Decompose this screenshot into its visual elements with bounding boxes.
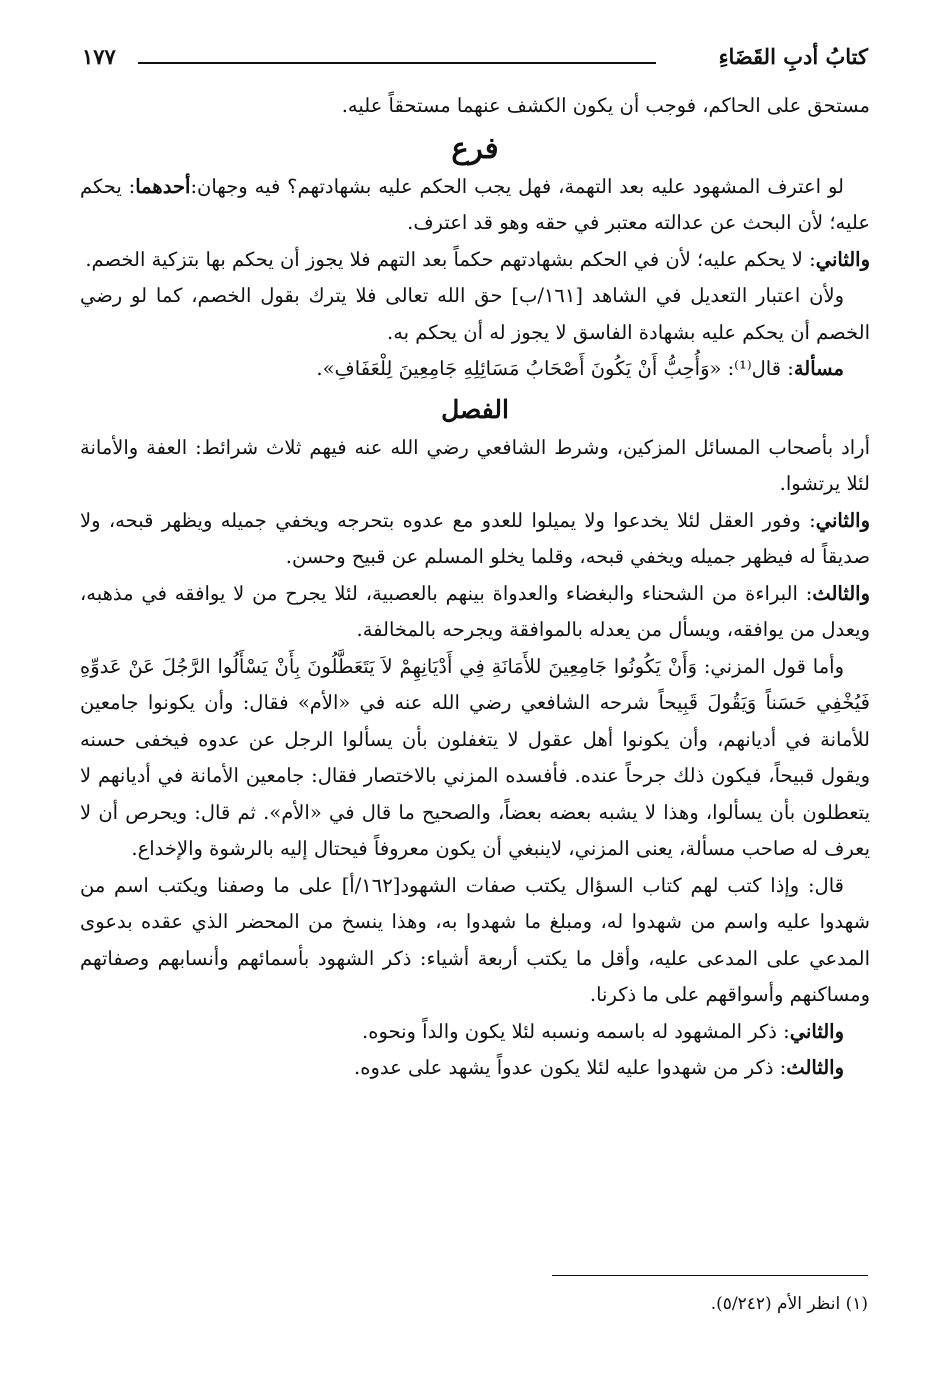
paragraph	[80, 1014, 870, 1051]
section-heading-fasl: الفصل	[441, 394, 509, 424]
paragraph	[80, 576, 870, 649]
page-header	[82, 44, 868, 78]
paragraph-lead: والثالث	[812, 581, 870, 605]
paragraph	[80, 169, 870, 242]
paragraph-lead: والثاني	[815, 508, 870, 532]
paragraph-lead: والثاني	[815, 247, 870, 271]
paragraph: قال: وإذا كتب لهم كتاب السؤال يكتب صفات الشهود[١٦٢/أ] على ما وصفنا ويكتب اسم من شهدوا عليه واسم من شهدوا له، ومبلغ ما شهدوا به، وهذا ينسخ من المحضر الذي عقده بدعوى المدعي على المدعى عليه، وأقل ما يكتب أربعة أشياء: ذكر الشهود بأسمائهم وأنسابهم وصفاتهم ومساكنهم وأسواقهم على ما ذكرنا.	[80, 873, 870, 1006]
paragraph-lead: أحدهما	[135, 174, 191, 198]
section-heading-far: فرع	[451, 130, 499, 165]
running-title: كتابُ أدبِ القَضَاءِ	[718, 44, 868, 69]
paragraph-text: : ذكر من شهدوا عليه لئلا يكون عدواً يشهد على عدوه.	[354, 1056, 787, 1079]
paragraph-text: : البراءة من الشحناء والبغضاء والعدواة بينهم بالعصبية، لئلا يجرح من لا يوافقه في مذهبه، ويعدل من يوافقه، ويسأل من يعدله بالموافقة ويجرحه بالمخالفة.	[80, 581, 870, 641]
paragraph-text: : يحكم عليه؛ لأن البحث عن عدالته معتبر في حقه وهو قد اعترف.	[80, 174, 870, 234]
paragraph-lead: مسألة	[793, 357, 844, 380]
paragraph-lead: والثالث	[786, 1056, 844, 1079]
paragraph-text: : ذكر المشهود له باسمه ونسبه لئلا يكون والداً ونحوه.	[362, 1019, 790, 1043]
page-number: ١٧٧	[82, 44, 116, 69]
paragraph: أراد بأصحاب المسائل المزكين، وشرط الشافعي رضي الله عنه فيهم ثلاث شرائط: العفة والأمانة لئلا يرتشوا.	[80, 435, 870, 495]
footnote: (١) انظر الأم (٥/٢٤٢).	[710, 1294, 868, 1314]
paragraph-text: : وفور العقل لئلا يخدعوا ولا يميلوا للعدو مع عدوه بتحرجه ويخفي جميله ويظهر قبحه، ولا صديقاً له فيظهر جميله ويخفي قبحه، وقلما يخلو المسلم عن قبيح وحسن.	[80, 508, 870, 568]
paragraph-lead: والثاني	[789, 1019, 844, 1043]
paragraph	[80, 242, 870, 279]
paragraph-text: لو اعترف المشهود عليه بعد التهمة، فهل يجب الحكم عليه بشهادتهم؟ فيه وجهان:	[190, 174, 845, 198]
paragraph	[80, 503, 870, 576]
header-rule	[138, 62, 656, 64]
page-body	[80, 88, 870, 1087]
paragraph: وأما قول المزني: وَأَنْ يَكُونُوا جَامِعِينَ للأَمَانَةِ فِي أَدْيَانِهِمْ لاَ يَتَعَطَّلُونَ بِأَنْ يَسْأَلُوا الرَّجُلَ عَنْ عَدوِّهِ فَيُخْفِي حَسَناً وَيَقُولَ قَبِيحاً شرحه الشافعي رضي الله عنه في «الأم» فقال: وأن يكونوا جامعين للأمانة في أديانهم، وأن يكونوا أهل عقول لا يتغفلون بأن يسألوا الرجل عن عدوه فيخفى حسنه ويقول قبيحاً، فيكون ذلك جرحاً عنده. فأفسده المزني بالاختصار فقال: جامعين الأمانة في أديانهم لا يتعطلون بأن يسألوا، وهذا لا يشبه بعضه بعضاً، والصحيح ما قال في «الأم». ثم قال: ويحرص أن لا يعرف له صاحب مسألة، يعنى المزني، لاينبغي أن يكون معروفاً فيحتال إليه بالرشوة والإخداع.	[80, 654, 870, 860]
paragraph: مستحق على الحاكم، فوجب أن يكون الكشف عنهما مستحقاً عليه.	[341, 94, 870, 117]
paragraph	[80, 351, 870, 388]
paragraph-text: : قال⁽¹⁾: «وَأُحِبُّ أَنْ يَكُونَ أَصْحَابُ مَسَائِلِهِ جَامِعِينَ لِلْعَفَافِ».	[316, 357, 794, 380]
paragraph: ولأن اعتبار التعديل في الشاهد [١٦١/ب] حق الله تعالى فلا يترك بقول الخصم، كما لو رضي الخصم أن يحكم عليه بشهادة الفاسق لا يجوز له أن يحكم به.	[80, 284, 870, 344]
paragraph-text: : لا يحكم عليه؛ لأن في الحكم بشهادتهم حكماً بعد التهم فلا يجوز أن يحكم بها بتزكية الخصم.	[85, 247, 816, 271]
paragraph	[80, 1050, 870, 1087]
footnote-rule	[552, 1275, 868, 1276]
